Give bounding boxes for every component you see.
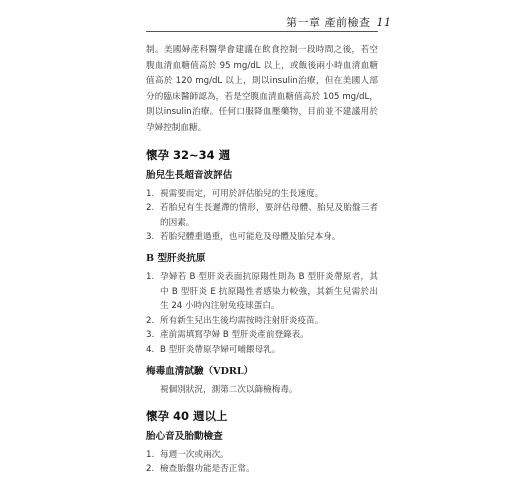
hepatitis-b-list (146, 270, 378, 358)
intro-paragraph: 制。美國婦產科醫學會建議在飲食控制一段時間之後，若空腹血清血糖值高於 95 mg/dL 以上，或飯後兩小時血清血糖值高於 120 mg/dL 以上，則以insulin治療，但在美國人部分的臨床醫師認為，若是空腹血清血糖值高於 105 mg/dL，則以insulin治療。任何口服降血壓藥物，目前並不建議用於孕婦控制血糖。 (146, 45, 378, 133)
list-item (146, 448, 378, 463)
list-text: 視需要而定，可用於評估胎兒的生長速度。 (160, 188, 324, 199)
list-text: 每週一次或兩次。 (160, 449, 229, 460)
page-content (146, 43, 378, 483)
ultrasound-list (146, 187, 378, 245)
list-number: 1. (146, 188, 155, 199)
list-item (146, 328, 378, 343)
fetal-heart-list (146, 448, 378, 477)
list-number: 1. (146, 271, 155, 282)
vdrl-text: 視個別狀況，測第二次以篩檢梅毒。 (160, 384, 298, 395)
list-item (146, 187, 378, 202)
list-text: 所有新生兒出生後均需按時注射肝炎疫苗。 (160, 315, 324, 326)
list-item (146, 314, 378, 329)
chapter-title: 第一章 產前檢查 (286, 16, 371, 29)
list-item (146, 201, 378, 230)
list-text: 若胎兒體重過重，也可能危及母體及胎兒本身。 (160, 232, 341, 243)
subheading-hepatitis-b: B 型肝炎抗原 (146, 252, 206, 264)
header-rule (146, 31, 378, 32)
list-number: 3. (146, 330, 155, 341)
list-number: 1. (146, 449, 155, 460)
list-text: B 型肝炎帶原孕婦可哺餵母乳。 (160, 344, 281, 355)
list-text: 若胎兒有生長遲滯的情形，要評估母體、胎兒及胎盤三者的因素。 (160, 203, 378, 228)
subheading-vdrl: 梅毒血清試驗（VDRL） (146, 365, 254, 377)
subheading-ultrasound: 胎兒生長超音波評估 (146, 169, 233, 181)
page-number: 11 (376, 16, 392, 29)
list-number: 3. (146, 232, 155, 243)
list-item (146, 343, 378, 358)
section-heading-32-34-weeks: 懷孕 32~34 週 (146, 147, 231, 162)
list-number: 4. (146, 344, 155, 355)
list-text: 孕婦若 B 型肝炎表面抗原陽性則為 B 型肝炎帶原者，其中 B 型肝炎 E 抗原陽性者感染力較強，其新生兒需於出生 24 小時內注射免疫球蛋白。 (160, 271, 378, 312)
list-item (146, 462, 378, 477)
list-number: 2. (146, 464, 155, 475)
list-number: 2. (146, 315, 155, 326)
list-text: 產前需填寫孕婦 B 型肝炎產前登錄表。 (160, 330, 309, 341)
subheading-fetal-heart: 胎心音及胎動檢查 (146, 430, 223, 442)
list-item (146, 230, 378, 245)
list-number: 2. (146, 203, 155, 214)
list-item (146, 270, 378, 314)
list-text: 檢查胎盤功能是否正常。 (160, 464, 255, 475)
section-heading-40-weeks: 懷孕 40 週以上 (146, 408, 228, 423)
running-header (286, 14, 392, 30)
